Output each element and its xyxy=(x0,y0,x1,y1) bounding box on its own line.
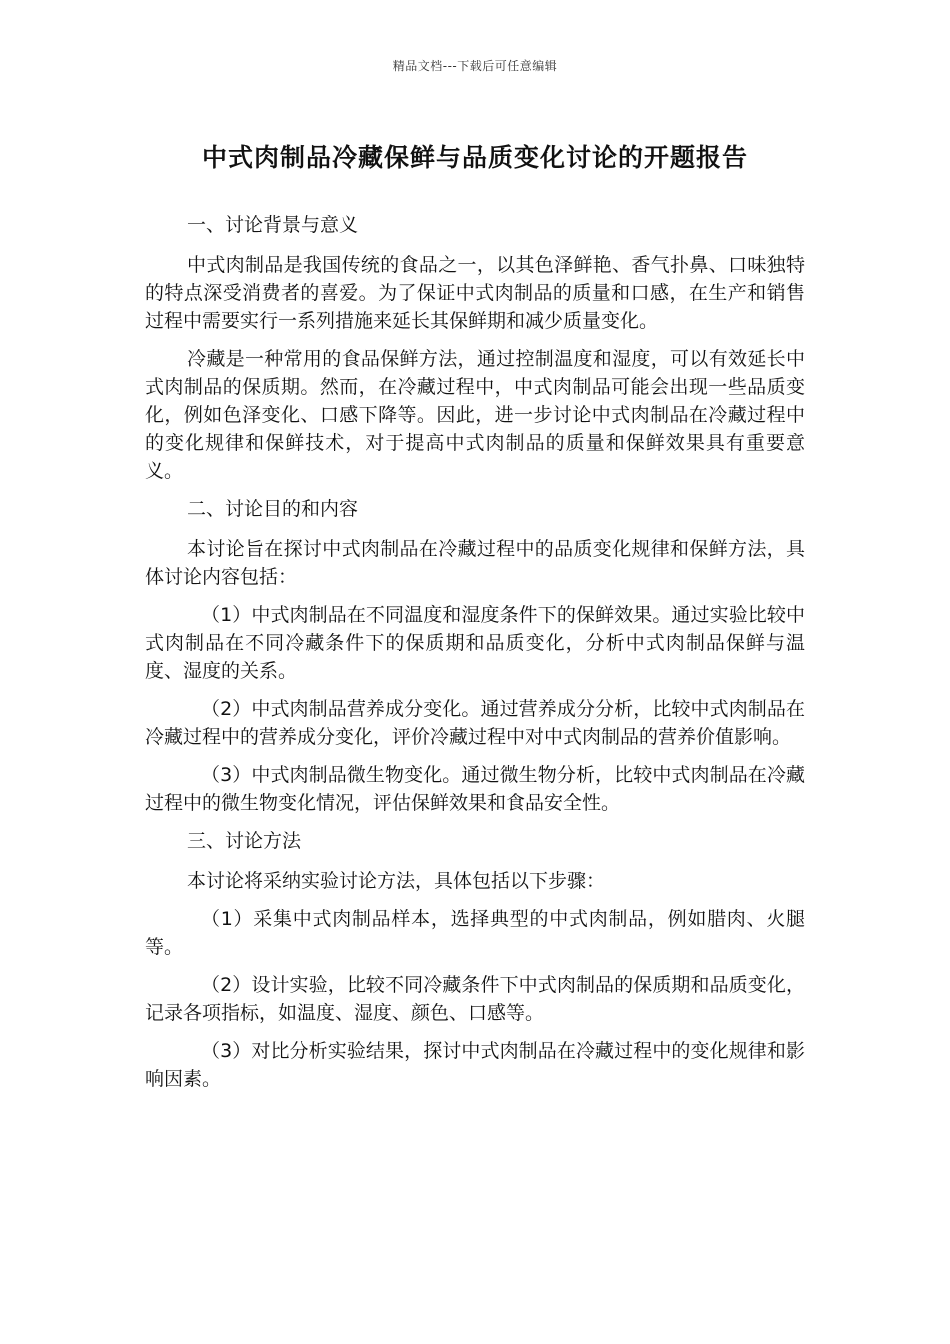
header-note: 精品文档---下载后可任意编辑 xyxy=(392,59,558,73)
paragraph-methods-intro: 本讨论将采纳实验讨论方法，具体包括以下步骤： xyxy=(187,870,606,892)
objective-item-3: （3）中式肉制品微生物变化。通过微生物分析，比较中式肉制品在冷藏过程中的微生物变化情况，评估保鲜效果和食品安全性。 xyxy=(145,764,805,814)
document-body xyxy=(145,211,805,1103)
method-item-3: （3）对比分析实验结果，探讨中式肉制品在冷藏过程中的变化规律和影响因素。 xyxy=(145,1040,805,1090)
section-heading-methods: 三、讨论方法 xyxy=(187,830,302,852)
paragraph-objectives-intro: 本讨论旨在探讨中式肉制品在冷藏过程中的品质变化规律和保鲜方法，具体讨论内容包括： xyxy=(145,538,805,588)
section-heading-background: 一、讨论背景与意义 xyxy=(187,214,359,236)
paragraph-background-1: 中式肉制品是我国传统的食品之一，以其色泽鲜艳、香气扑鼻、口味独特的特点深受消费者的喜爱。为了保证中式肉制品的质量和口感，在生产和销售过程中需要实行一系列措施来延长其保鲜期和减少质量变化。 xyxy=(145,254,805,332)
method-item-2: （2）设计实验，比较不同冷藏条件下中式肉制品的保质期和品质变化，记录各项指标，如温度、湿度、颜色、口感等。 xyxy=(145,974,805,1024)
paragraph-background-2: 冷藏是一种常用的食品保鲜方法，通过控制温度和湿度，可以有效延长中式肉制品的保质期。然而，在冷藏过程中，中式肉制品可能会出现一些品质变化，例如色泽变化、口感下降等。因此，进一步讨论中式肉制品在冷藏过程中的变化规律和保鲜技术，对于提高中式肉制品的质量和保鲜效果具有重要意义。 xyxy=(145,348,805,482)
objective-item-1: （1）中式肉制品在不同温度和湿度条件下的保鲜效果。通过实验比较中式肉制品在不同冷藏条件下的保质期和品质变化，分析中式肉制品保鲜与温度、湿度的关系。 xyxy=(145,604,805,682)
objective-item-2: （2）中式肉制品营养成分变化。通过营养成分分析，比较中式肉制品在冷藏过程中的营养成分变化，评价冷藏过程中对中式肉制品的营养价值影响。 xyxy=(145,698,805,748)
document-title: 中式肉制品冷藏保鲜与品质变化讨论的开题报告 xyxy=(201,143,748,172)
section-heading-objectives: 二、讨论目的和内容 xyxy=(187,498,359,520)
method-item-1: （1）采集中式肉制品样本，选择典型的中式肉制品，例如腊肉、火腿等。 xyxy=(145,908,805,958)
